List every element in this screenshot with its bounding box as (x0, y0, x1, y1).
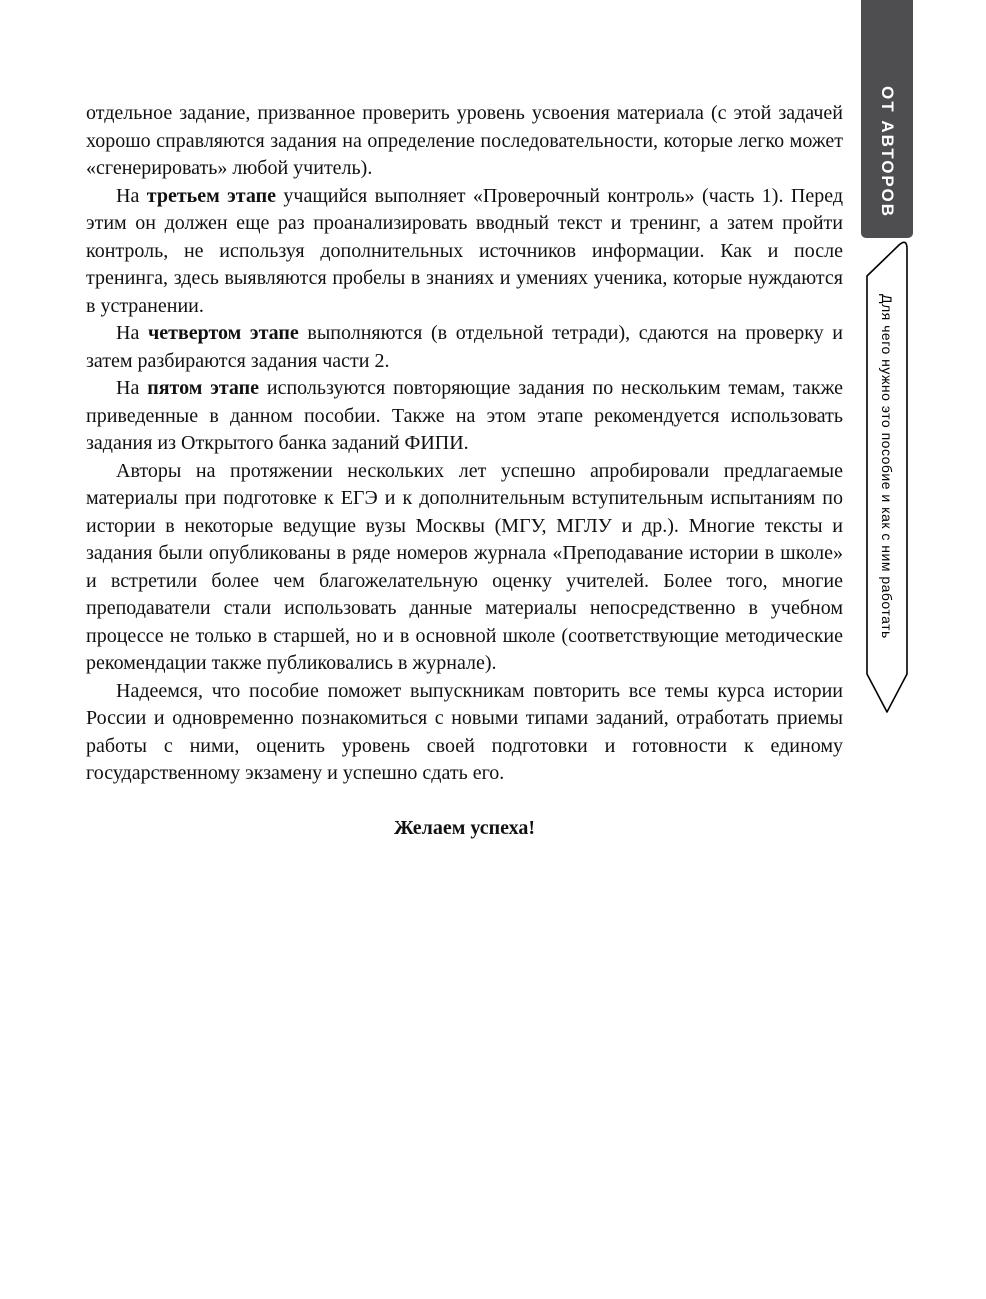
stage-emphasis: пятом этапе (147, 377, 260, 399)
text-segment: используются повторяющие задания по нескольким темам, также приведенные в данном пособии. Также на этом этапе рекомендуется использовать задания из Открытого банка заданий ФИПИ. (86, 377, 844, 454)
section-ribbon (859, 240, 915, 718)
closing-line: Желаем успеха! (393, 816, 535, 839)
text-segment: учащийся выполняет «Проверочный контроль» (часть 1). Перед этим он должен еще раз проанализировать вводный текст и тренинг, а затем пройти контроль, не используя дополнительных источников информации. Как и после тренинга, здесь выявляются пробелы в знаниях и умениях ученика, которые нуждаются в устранении. (86, 184, 843, 317)
paragraph (86, 320, 843, 375)
text-segment: Надеемся, что пособие поможет выпускникам повторить все темы курса истории России и одновременно познакомиться с новыми типами заданий, отработать приемы работы с ними, оценить уровень своей подготовки и готовности к единому государственному экзамену и успешно сдать его. (86, 679, 843, 784)
chapter-tab-label: ОТ АВТОРОВ (878, 85, 897, 218)
text-segment: На (116, 322, 148, 344)
text-segment: Авторы на протяжении нескольких лет успешно апробировали предлагаемые материалы при подготовке к ЕГЭ и к дополнительным вступительным испытаниям по истории в некоторые ведущие вузы Москвы (МГУ, МГЛУ и др.). Многие тексты и задания были опубликованы в ряде номеров журнала «Преподавание истории в школе» и встретили более чем благожелательную оценку учителей. Более того, многие преподаватели стали использовать данные материалы непосредственно в учебном процессе не только в старшей, но и в основной школе (соответствующие методические рекомендации также публиковались в журнале). (86, 459, 843, 674)
paragraph (86, 100, 843, 183)
text-segment: выполняются (в отдельной тетради), сдаются на проверку и затем разбираются задания части 2. (86, 322, 843, 372)
stage-emphasis: третьем этапе (146, 184, 276, 207)
text-segment: На (116, 377, 148, 399)
paragraph (86, 375, 843, 458)
chapter-tab (861, 0, 913, 238)
paragraph (86, 183, 843, 321)
paragraph (86, 678, 843, 788)
section-ribbon-label: Для чего нужно это пособие и как с ним работать (879, 293, 895, 639)
page-body-text (86, 100, 843, 842)
ribbon-text-wrap (859, 268, 915, 664)
stage-emphasis: четвертом этапе (147, 322, 299, 344)
text-segment: На (116, 184, 147, 207)
paragraph (86, 458, 843, 678)
text-segment: отдельное задание, призванное проверить уровень усвоения материала (с этой задачей хорошо справляются задания на определение последовательности, которые легко может «сгенерировать» любой учитель). (86, 102, 843, 179)
